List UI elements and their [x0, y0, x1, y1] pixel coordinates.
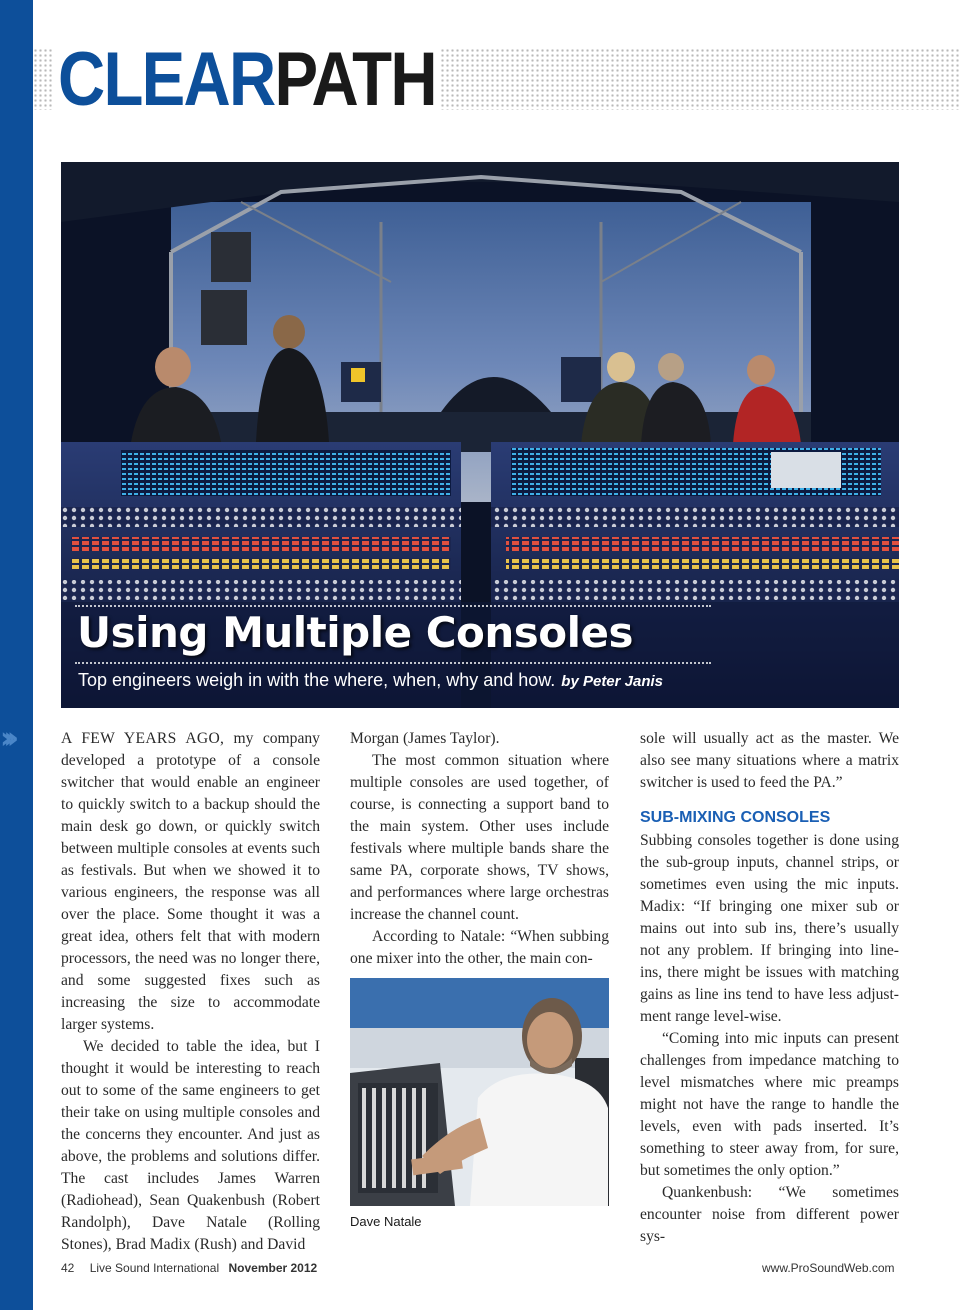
hero-photo: [61, 162, 899, 708]
publication-name: Live Sound International: [89, 1261, 220, 1275]
paragraph: sole will usually act as the master. We also see many situations where a matrix switcher is used to feed the PA.”: [640, 730, 899, 791]
masthead-dot-pattern-right: [440, 48, 960, 110]
paragraph: We decided to table the idea, but I thought it would be interesting to reach out to some of the same engineers to get their take on using multiple consoles and the concerns they encounter. And just as above, the problems and solutions differ. The cast includes James Warren (Radiohead), Sean Quakenbush (Robert Randolph), Dave Natale (Rolling Stones), Brad Madix (Rush) and David: [61, 1038, 320, 1253]
paragraph: [61, 728, 320, 1036]
masthead: [58, 37, 436, 122]
left-accent-bar: [0, 0, 33, 1310]
portrait-illustration: [350, 978, 609, 1206]
subtitle-text: Top engineers weigh in with the where, when, why and how.: [78, 670, 556, 690]
masthead-clear: CLEAR: [58, 37, 275, 122]
article-subtitle: [78, 670, 663, 691]
masthead-path: PATH: [274, 37, 436, 122]
paragraph: According to Natale: “When subbing one mixer into the other, the main con-: [350, 928, 609, 967]
paragraph: “Coming into mic inputs can present challenges from impedance matching to level mismatches where mic preamps might not have the range to handle the levels, even with pads inserted. It’s something to steer away from, for sure, but sometimes the only option.”: [640, 1030, 899, 1179]
lead-in: A FEW YEARS AGO,: [61, 730, 225, 747]
section-heading: SUB-MIXING CONSOLES: [640, 809, 831, 826]
footer-website[interactable]: www.ProSoundWeb.com: [762, 1261, 895, 1275]
paragraph-text: my company developed a prototype of a console switcher that would enable an engineer to quickly switch to a backup should the main desk go down, or quickly switch between multiple consoles at events such as festivals. But when we showed it to various engineers, the response was all over the place. Some thought it was a great idea, others felt that with modern processors, the need was no longer there, and some suggested fixes such as increasing the size to accommodate larger systems.: [61, 730, 320, 1033]
issue-date: November 2012: [228, 1261, 318, 1275]
paragraph: Quankenbush: “We sometimes encounter noise from different power sys-: [640, 1184, 899, 1245]
chevron-arrows-icon: ›››: [0, 721, 11, 756]
article-column-1: [61, 728, 320, 1256]
article-title: Using Multiple Consoles: [77, 608, 634, 657]
hero-rule-bottom: [75, 662, 711, 664]
paragraph: Subbing consoles together is done using the sub-group inputs, channel strips, or sometimes even using the mic inputs. Madix: “If bringing one mixer sub or mains out into sub ins, there’s usually not any problem. If bringing into line-ins, there might be issues with matching gains as line ins tend to have less adjustment range level-wise.: [640, 832, 899, 1025]
photo-caption: Dave Natale: [350, 1214, 422, 1229]
paragraph: The most common situation where multiple consoles are used together, of course, is connecting a support band to the main system. Other uses include festivals where multiple bands share the same PA, corporate shows, TV shows, and performances where large orchestras increase the channel count.: [350, 752, 609, 923]
article-column-3: [640, 728, 899, 1248]
byline: by Peter Janis: [561, 673, 664, 690]
hero-rule-top: [75, 605, 711, 607]
portrait-photo: [350, 978, 609, 1206]
article-column-2: [350, 728, 609, 970]
page-number: 42: [61, 1261, 75, 1275]
paragraph: Morgan (James Taylor).: [350, 730, 500, 747]
masthead-dot-pattern-left: [33, 48, 53, 110]
footer-left: [61, 1261, 317, 1275]
